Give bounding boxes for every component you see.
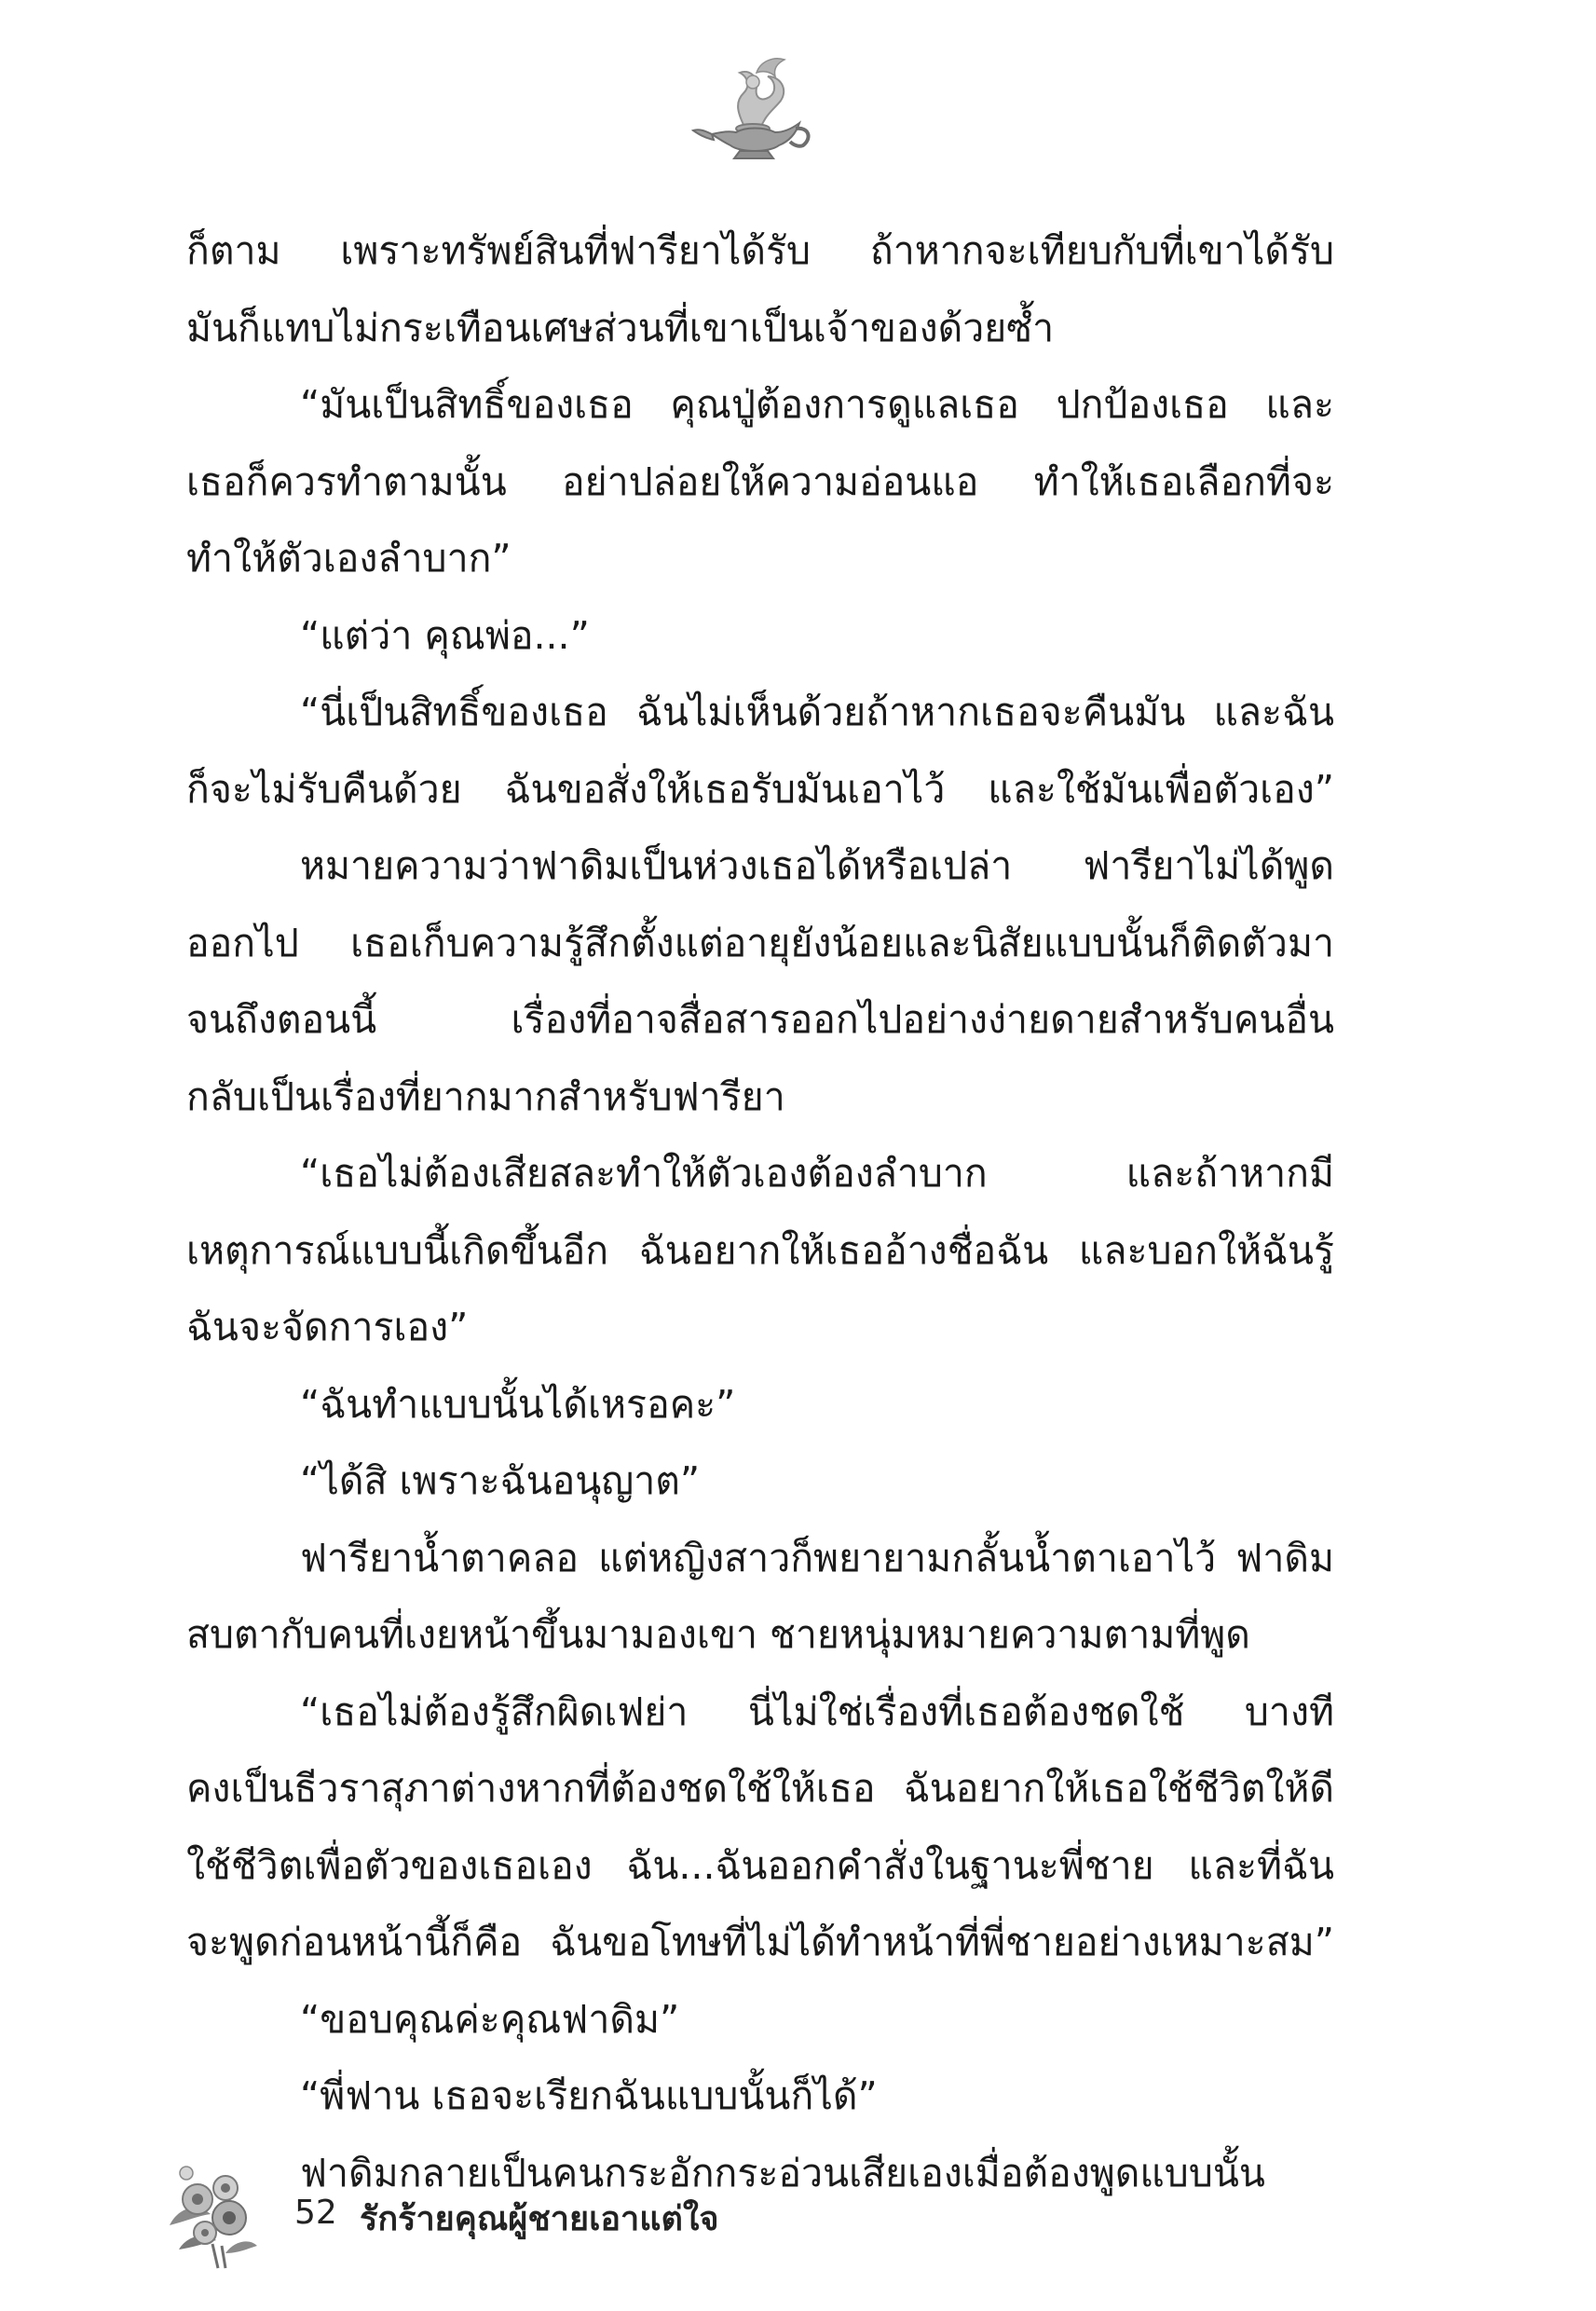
text-line: เหตุการณ์แบบนี้เกิดขึ้นอีก ฉันอยากให้เธออ้างชื่อฉัน และบอกให้ฉันรู้ — [186, 1227, 1334, 1273]
text-line: ก็จะไม่รับคืนด้วย ฉันขอสั่งให้เธอรับมันเอาไว้ และใช้มันเพื่อตัวเอง” — [186, 766, 1334, 812]
text-line: “มันเป็นสิทธิ์ของเธอ คุณปู่ต้องการดูแลเธอ ปกป้องเธอ และ — [300, 382, 1334, 427]
text-line: ก็ตาม เพราะทรัพย์สินที่ฟารียาได้รับ ถ้าหากจะเทียบกับที่เขาได้รับ — [186, 228, 1334, 273]
text-line: “ฉันทำแบบนั้นได้เหรอคะ” — [300, 1381, 736, 1427]
text-line: “เธอไม่ต้องรู้สึกผิดเฟย่า นี่ไม่ใช่เรื่องที่เธอต้องชดใช้ บางที — [300, 1689, 1334, 1734]
text-line: เธอก็ควรทำตามนั้น อย่าปล่อยให้ความอ่อนแอ ทำให้เธอเลือกที่จะ — [186, 458, 1334, 504]
page-number: 52 — [294, 2194, 337, 2232]
text-line: “แต่ว่า คุณพ่อ...” — [300, 612, 590, 658]
text-line: ฉันจะจัดการเอง” — [186, 1305, 469, 1349]
page-footer — [160, 2160, 999, 2272]
genie-lamp-icon — [691, 48, 817, 165]
text-line: ใช้ชีวิตเพื่อตัวของเธอเอง ฉัน...ฉันออกคำสั่งในฐานะพี่ชาย และที่ฉัน — [186, 1842, 1334, 1888]
text-line: จนถึงตอนนี้ เรื่องที่อาจสื่อสารออกไปอย่างง่ายดายสำหรับคนอื่น — [186, 997, 1334, 1042]
text-line: “นี่เป็นสิทธิ์ของเธอ ฉันไม่เห็นด้วยถ้าหากเธอจะคืนมัน และฉัน — [300, 690, 1334, 734]
text-line: หมายความว่าฟาดิมเป็นห่วงเธอได้หรือเปล่า ฟารียาไม่ได้พูด — [300, 843, 1334, 888]
text-line: ฟาดิมกลายเป็นคนกระอักกระอ่วนเสียเองเมื่อต้องพูดแบบนั้น — [300, 2150, 1265, 2195]
text-line: “ขอบคุณค่ะคุณฟาดิม” — [300, 1996, 680, 2042]
text-line: ทำให้ตัวเองลำบาก” — [186, 536, 512, 581]
book-title: รักร้ายคุณผู้ชายเอาแต่ใจ — [360, 2200, 719, 2238]
body-text — [186, 212, 1334, 2211]
text-line: คงเป็นธีวราสุภาต่างหากที่ต้องชดใช้ให้เธอ ฉันอยากให้เธอใช้ชีวิตให้ดี — [186, 1766, 1334, 1811]
text-line: มันก็แทบไม่กระเทือนเศษส่วนที่เขาเป็นเจ้าของด้วยซ้ำ — [186, 305, 1055, 350]
text-line: กลับเป็นเรื่องที่ยากมากสำหรับฟารียา — [186, 1073, 785, 1119]
text-line: สบตากับคนที่เงยหน้าขึ้นมามองเขา ชายหนุ่มหมายความตามที่พูด — [186, 1612, 1250, 1657]
text-line: “เธอไม่ต้องเสียสละทำให้ตัวเองต้องลำบาก และถ้าหากมี — [300, 1151, 1334, 1196]
text-line: ออกไป เธอเก็บความรู้สึกตั้งแต่อายุยังน้อยและนิสัยแบบนั้นก็ติดตัวมา — [186, 920, 1334, 965]
text-line: จะพูดก่อนหน้านี้ก็คือ ฉันขอโทษที่ไม่ได้ทำหน้าที่พี่ชายอย่างเหมาะสม” — [186, 1920, 1334, 1964]
flower-bouquet-icon — [160, 2160, 263, 2272]
text-line: “พี่ฟาน เธอจะเรียกฉันแบบนั้นก็ได้” — [300, 2073, 878, 2118]
text-line: “ได้สิ เพราะฉันอนุญาต” — [300, 1458, 701, 1503]
text-line: ฟารียาน้ำตาคลอ แต่หญิงสาวก็พยายามกลั้นน้ำตาเอาไว้ ฟาดิม — [300, 1535, 1334, 1580]
